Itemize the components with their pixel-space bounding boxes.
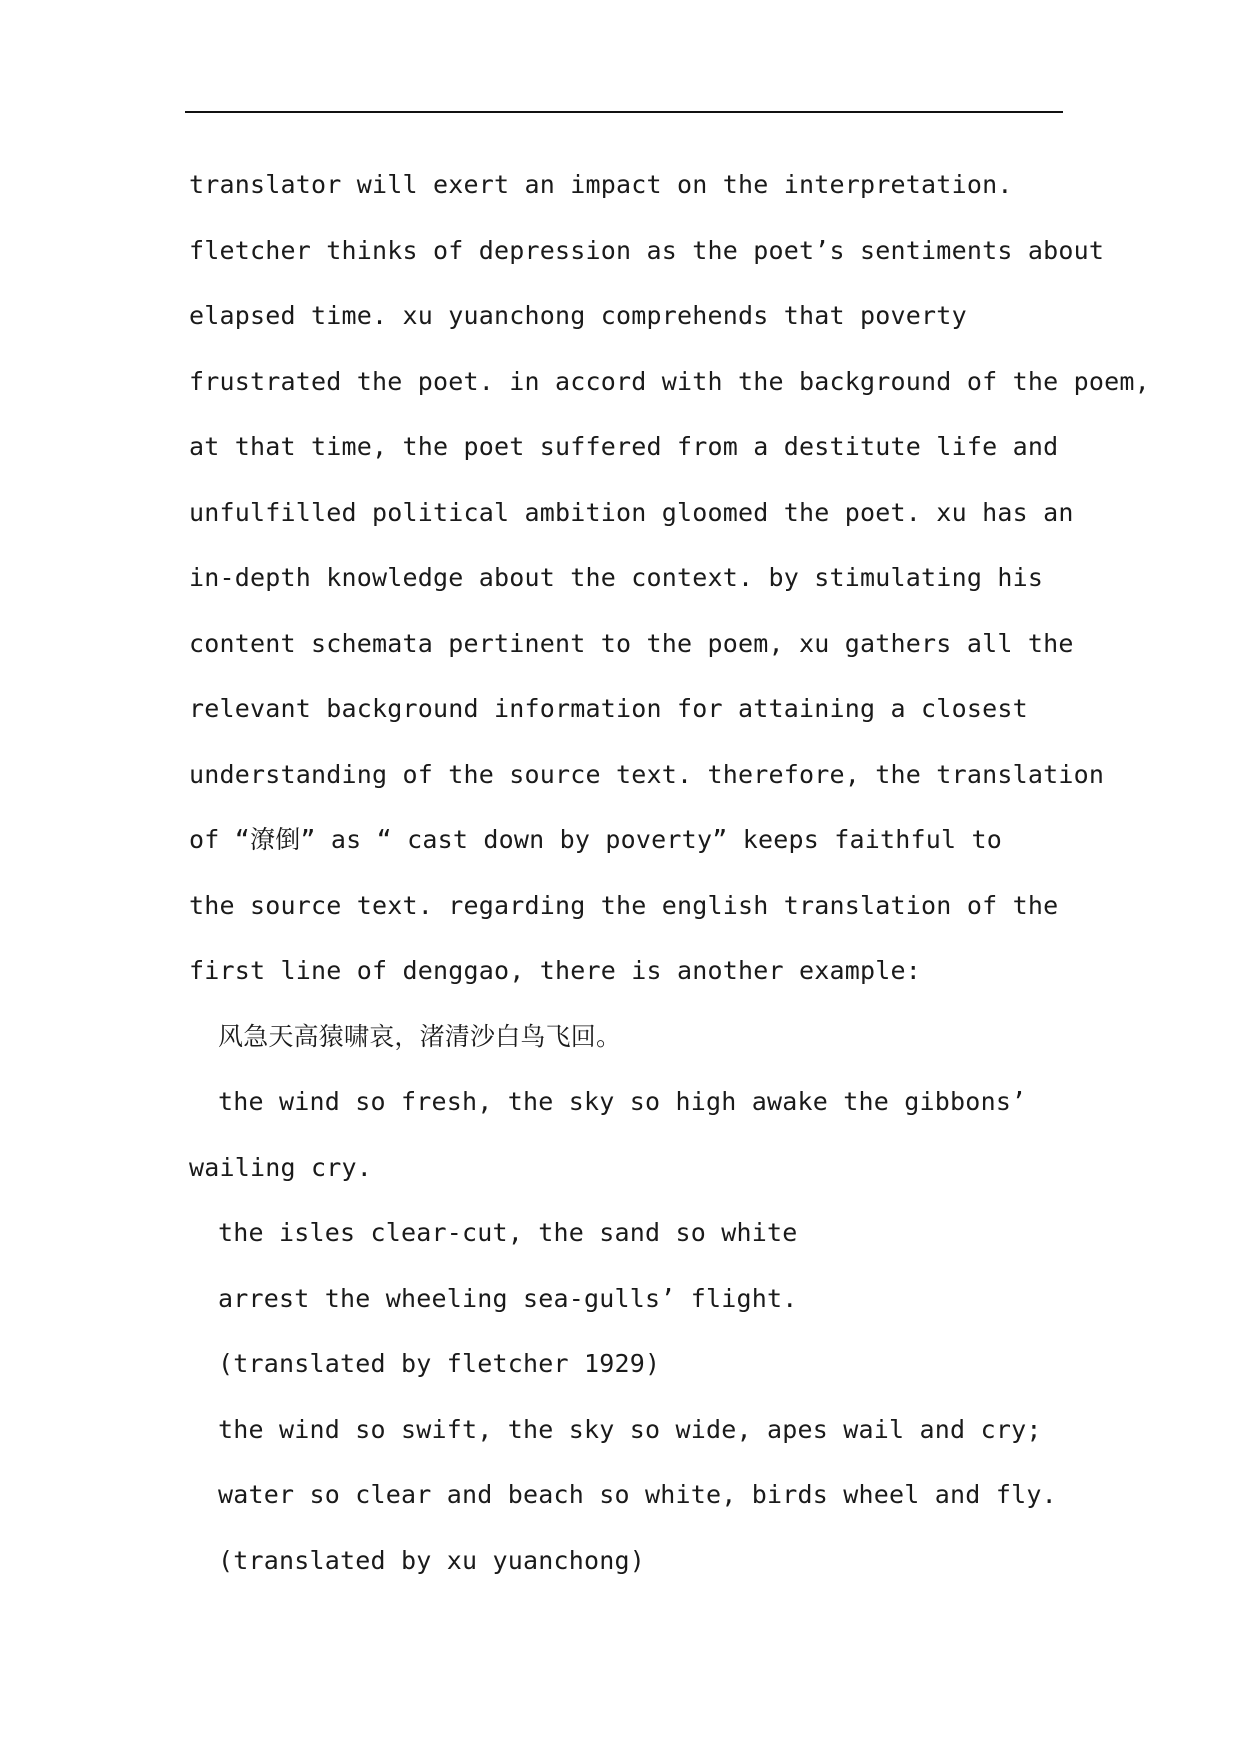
translation-line: the wind so swift, the sky so wide, apes wail and cry; <box>218 1414 1042 1444</box>
body-line: at that time, the poet suffered from a destitute life and <box>189 432 1059 461</box>
body-line: the source text. regarding the english translation of the <box>189 890 1059 920</box>
body-line: translator will exert an impact on the interpretation. <box>189 170 1013 199</box>
header-rule <box>185 111 1063 113</box>
poem-chinese-line: 风急天高猿啸哀，渚清沙白鸟飞回。 <box>218 1021 622 1051</box>
body-line: understanding of the source text. therefore, the translation <box>189 759 1105 789</box>
body-line: content schemata pertinent to the poem, xu gathers all the <box>189 628 1074 658</box>
body-line: of “潦倒” as “ cast down by poverty” keeps faithful to <box>189 825 1002 854</box>
translation-line: water so clear and beach so white, birds wheel and fly. <box>218 1480 1057 1509</box>
body-line: fletcher thinks of depression as the poet’s sentiments about <box>189 235 1105 265</box>
translation-credit: (translated by xu yuanchong) <box>218 1545 646 1575</box>
translation-line: the wind so fresh, the sky so high awake the gibbons’ <box>218 1087 1027 1116</box>
body-line: unfulfilled political ambition gloomed the poet. xu has an <box>189 497 1074 527</box>
translation-line: wailing cry. <box>189 1152 373 1182</box>
body-line: in-depth knowledge about the context. by stimulating his <box>189 563 1044 592</box>
body-line: frustrated the poet. in accord with the background of the poem, <box>189 366 1150 396</box>
body-line: elapsed time. xu yuanchong comprehends that poverty <box>189 301 967 330</box>
document-body <box>189 160 1150 1601</box>
translation-credit: (translated by fletcher 1929) <box>218 1349 661 1378</box>
translation-line: arrest the wheeling sea-gulls’ flight. <box>218 1283 798 1313</box>
body-line: relevant background information for attaining a closest <box>189 694 1028 723</box>
body-line: first line of denggao, there is another example: <box>189 956 922 985</box>
translation-line: the isles clear-cut, the sand so white <box>218 1218 798 1247</box>
